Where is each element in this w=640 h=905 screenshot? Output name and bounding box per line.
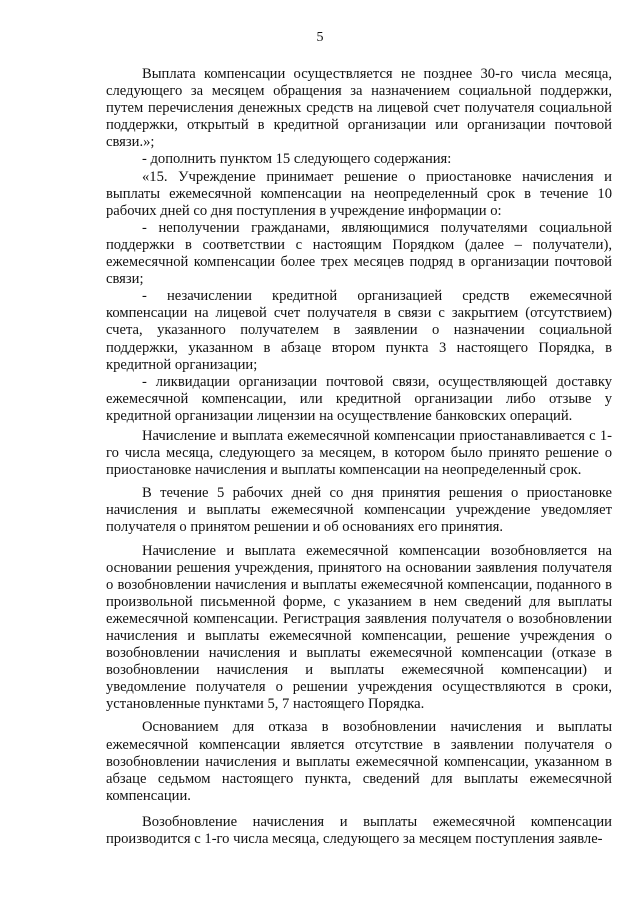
document-body <box>106 66 612 848</box>
paragraph: Начисление и выплата ежемесячной компенсации приостанавливается с 1-го числа месяца, следующего за месяцем, в котором было принято решение о приостановке начисления и выплаты компенсации на неопределенный срок. <box>106 427 612 479</box>
paragraph: «15. Учреждение принимает решение о приостановке начисления и выплаты ежемесячной компенсации на неопределенный срок в течение 10 рабочих дней со дня поступления в учреждение информации о: <box>106 168 612 219</box>
list-item: - неполучении гражданами, являющимися получателями социальной поддержки в соответствии с настоящим Порядком (далее – получатели), ежемесячной компенсации более трех месяцев подряд в организации почтовой связи; <box>106 219 612 288</box>
paragraph: - дополнить пунктом 15 следующего содержания: <box>142 151 452 168</box>
paragraph: Основанием для отказа в возобновлении начисления и выплаты ежемесячной компенсации является отсутствие в заявлении получателя о возобновлении начисления и выплаты ежемесячной компенсации, указанном в абзаце седьмом настоящего пункта, сведений для выплаты ежемесячной компенсации. <box>106 719 612 804</box>
list-item: - ликвидации организации почтовой связи, осуществляющей доставку ежемесячной компенсации, или кредитной организации либо отзыве у кредитной организации лицензии на осуществление банковских операций. <box>106 373 612 424</box>
paragraph: Возобновление начисления и выплаты ежемесячной компенсации производится с 1-го числа месяца, следующего за месяцем поступления заявле- <box>106 813 612 848</box>
paragraph: Выплата компенсации осуществляется не позднее 30-го числа месяца, следующего за месяцем обращения за назначением социальной поддержки, путем перечисления денежных средств на лицевой счет получателя социальной поддержки, открытый в кредитной организации или организации почтовой связи.»; <box>106 66 612 151</box>
paragraph: Начисление и выплата ежемесячной компенсации возобновляется на основании решения учреждения, принятого на основании заявления получателя о возобновлении начисления и выплаты ежемесячной компенсации, поданного в произвольной письменной форме, с указанием в нем сведений для выплаты ежемесячной компенсации. Регистрация заявления получателя о возобновлении начисления и выплаты ежемесячной компенсации, решение учреждения о возобновлении начисления и выплаты ежемесячной компенсации (отказе в возобновлении начисления и выплаты ежемесячной компенсации) и уведомление получателя о решении учреждения осуществляются в сроки, установленные пунктами 5, 7 настоящего Порядка. <box>106 542 612 713</box>
paragraph: В течение 5 рабочих дней со дня принятия решения о приостановке начисления и выплаты ежемесячной компенсации учреждение уведомляет получателя о принятом решении и об основаниях его принятия. <box>106 485 612 536</box>
page-number: 5 <box>316 30 324 45</box>
list-item: - незачислении кредитной организацией средств ежемесячной компенсации на лицевой счет получателя в связи с закрытием (отсутствием) счета, указанного получателем в заявлении о назначении социальной поддержки, указанном в абзаце втором пункта 3 настоящего Порядка, в кредитной организации; <box>106 288 612 373</box>
